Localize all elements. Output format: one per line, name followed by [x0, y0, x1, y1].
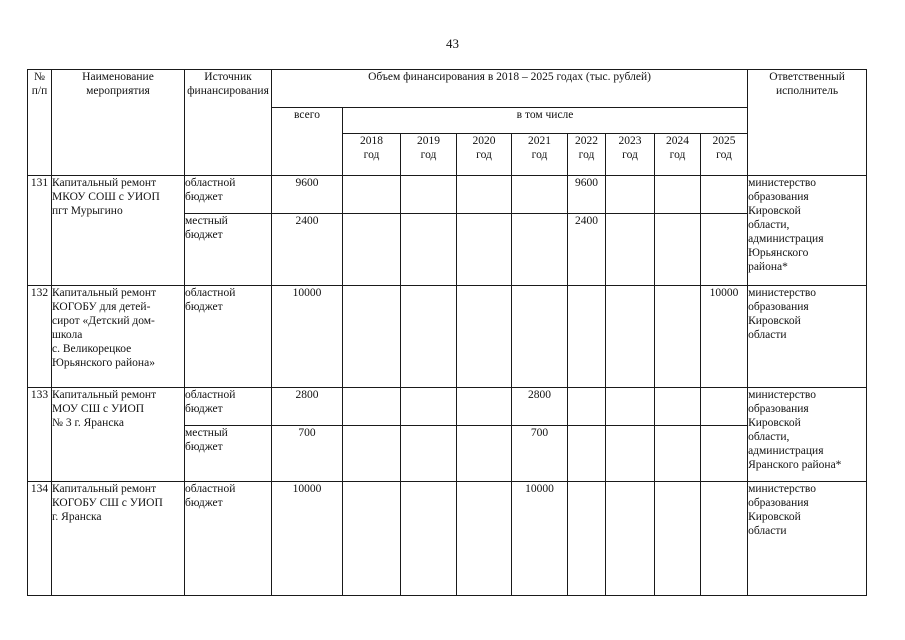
year-unit: год — [622, 149, 638, 161]
funding-source — [185, 176, 272, 214]
funding-source-line: бюджет — [185, 191, 223, 203]
year-value-2021: 2800 — [512, 388, 568, 426]
year-value-2022 — [568, 388, 606, 426]
year-value-2025 — [701, 482, 748, 596]
year-value-2019 — [401, 214, 457, 286]
funding-source-line: областной — [185, 177, 236, 189]
funding-source — [185, 388, 272, 426]
event-name-line: Капитальный ремонт — [52, 389, 157, 401]
year-value-2020 — [457, 482, 512, 596]
responsible-line: Кировской — [748, 315, 801, 327]
year-label: 2020 — [472, 135, 496, 147]
event-name-line: Капитальный ремонт — [52, 287, 157, 299]
header-name: Наименование мероприятия — [52, 70, 185, 176]
year-value-2022 — [568, 286, 606, 388]
page-number: 43 — [446, 36, 459, 51]
year-value-2025 — [701, 388, 748, 426]
event-name-line: МОУ СШ с УИОП — [52, 403, 145, 415]
year-value-2025 — [701, 214, 748, 286]
year-value-2024 — [655, 214, 701, 286]
event-name-line: КОГОБУ для детей- — [52, 301, 151, 313]
year-value-2019 — [401, 482, 457, 596]
header-year-2024 — [655, 134, 701, 176]
year-value-2018 — [343, 214, 401, 286]
year-label: 2022 — [575, 135, 598, 147]
year-unit: год — [578, 149, 595, 161]
total-value: 2400 — [272, 214, 343, 286]
year-value-2021: 10000 — [512, 482, 568, 596]
responsible-line: министерство — [748, 177, 817, 189]
responsible-line: образования — [748, 403, 809, 415]
year-unit: год — [531, 149, 548, 161]
total-value: 10000 — [272, 286, 343, 388]
year-unit: год — [363, 149, 380, 161]
year-label: 2025 — [712, 135, 736, 147]
funding-source-line: областной — [185, 389, 236, 401]
year-value-2023 — [606, 176, 655, 214]
event-name-line: школа — [52, 329, 83, 341]
responsible-executor — [748, 286, 867, 388]
funding-source-line: местный — [185, 427, 228, 439]
total-value: 10000 — [272, 482, 343, 596]
funding-source-line: бюджет — [185, 403, 223, 415]
year-value-2019 — [401, 426, 457, 482]
year-value-2018 — [343, 426, 401, 482]
year-value-2025 — [701, 426, 748, 482]
funding-source-line: бюджет — [185, 497, 223, 509]
total-value: 700 — [272, 426, 343, 482]
event-name-line: № 3 г. Яранска — [52, 417, 124, 429]
responsible-line: министерство — [748, 389, 817, 401]
year-value-2024 — [655, 426, 701, 482]
year-label: 2018 — [360, 135, 383, 147]
responsible-line: Кировской — [748, 417, 801, 429]
year-value-2024 — [655, 388, 701, 426]
financing-table — [27, 69, 867, 596]
event-name-line: с. Великорецкое — [52, 343, 132, 355]
responsible-line: министерство — [748, 287, 817, 299]
responsible-line: области, — [748, 431, 790, 443]
header-year-2018 — [343, 134, 401, 176]
row-number: 131 — [28, 176, 52, 286]
header-year-2022 — [568, 134, 606, 176]
year-value-2024 — [655, 482, 701, 596]
year-value-2023 — [606, 426, 655, 482]
header-total: всего — [272, 108, 343, 176]
total-value: 2800 — [272, 388, 343, 426]
event-name-line: Юрьянского района» — [52, 357, 155, 369]
funding-source — [185, 214, 272, 286]
year-label: 2019 — [417, 135, 440, 147]
year-value-2018 — [343, 286, 401, 388]
funding-source-line: бюджет — [185, 229, 223, 241]
year-value-2020 — [457, 388, 512, 426]
responsible-line: области, — [748, 219, 790, 231]
year-value-2021 — [512, 286, 568, 388]
responsible-executor — [748, 176, 867, 286]
event-name — [52, 482, 185, 596]
header-including: в том числе — [343, 108, 748, 134]
year-value-2022: 9600 — [568, 176, 606, 214]
header-source: Источник финансирования — [185, 70, 272, 176]
table-row — [28, 176, 867, 214]
year-value-2024 — [655, 286, 701, 388]
year-value-2020 — [457, 426, 512, 482]
event-name-line: МКОУ СОШ с УИОП — [52, 191, 160, 203]
year-value-2019 — [401, 176, 457, 214]
year-value-2021 — [512, 214, 568, 286]
year-value-2022 — [568, 426, 606, 482]
responsible-line: администрация — [748, 445, 824, 457]
year-value-2024 — [655, 176, 701, 214]
year-value-2020 — [457, 286, 512, 388]
event-name — [52, 388, 185, 482]
responsible-line: образования — [748, 497, 809, 509]
year-value-2018 — [343, 388, 401, 426]
event-name-line: КОГОБУ СШ с УИОП — [52, 497, 163, 509]
table-row — [28, 482, 867, 596]
total-value: 9600 — [272, 176, 343, 214]
responsible-line: Яранского района* — [748, 459, 842, 471]
year-value-2020 — [457, 214, 512, 286]
header-responsible: Ответственный исполнитель — [748, 70, 867, 176]
header-year-2021 — [512, 134, 568, 176]
year-value-2021: 700 — [512, 426, 568, 482]
year-value-2020 — [457, 176, 512, 214]
funding-source-line: областной — [185, 287, 236, 299]
year-value-2022 — [568, 482, 606, 596]
event-name-line: сирот «Детский дом- — [52, 315, 155, 327]
event-name-line: пгт Мурыгино — [52, 205, 123, 217]
responsible-line: Кировской — [748, 511, 801, 523]
header-volume: Объем финансирования в 2018 – 2025 годах (тыс. рублей) — [272, 70, 748, 108]
responsible-line: района* — [748, 261, 788, 273]
funding-source-line: местный — [185, 215, 228, 227]
year-value-2019 — [401, 388, 457, 426]
header-no: № п/п — [28, 70, 52, 176]
year-value-2021 — [512, 176, 568, 214]
responsible-line: администрация — [748, 233, 824, 245]
year-value-2025 — [701, 176, 748, 214]
responsible-line: министерство — [748, 483, 817, 495]
row-number: 132 — [28, 286, 52, 388]
year-value-2019 — [401, 286, 457, 388]
row-number: 134 — [28, 482, 52, 596]
funding-source-line: бюджет — [185, 441, 223, 453]
responsible-executor — [748, 388, 867, 482]
year-unit: год — [420, 149, 437, 161]
header-year-2023 — [606, 134, 655, 176]
funding-source — [185, 426, 272, 482]
responsible-executor — [748, 482, 867, 596]
funding-source-line: бюджет — [185, 301, 223, 313]
responsible-line: образования — [748, 191, 809, 203]
year-value-2018 — [343, 176, 401, 214]
event-name — [52, 176, 185, 286]
year-value-2023 — [606, 482, 655, 596]
row-number: 133 — [28, 388, 52, 482]
funding-source-line: областной — [185, 483, 236, 495]
year-value-2022: 2400 — [568, 214, 606, 286]
year-unit: год — [476, 149, 492, 161]
funding-source — [185, 482, 272, 596]
year-value-2025: 10000 — [701, 286, 748, 388]
responsible-line: области — [748, 329, 787, 341]
year-value-2023 — [606, 388, 655, 426]
year-label: 2023 — [618, 135, 642, 147]
table-row — [28, 286, 867, 388]
year-value-2018 — [343, 482, 401, 596]
event-name-line: г. Яранска — [52, 511, 102, 523]
year-value-2023 — [606, 286, 655, 388]
responsible-line: Кировской — [748, 205, 801, 217]
responsible-line: области — [748, 525, 787, 537]
event-name-line: Капитальный ремонт — [52, 177, 157, 189]
header-year-2020 — [457, 134, 512, 176]
year-unit: год — [669, 149, 686, 161]
responsible-line: образования — [748, 301, 809, 313]
funding-source — [185, 286, 272, 388]
header-year-2019 — [401, 134, 457, 176]
table-row — [28, 388, 867, 426]
event-name — [52, 286, 185, 388]
header-year-2025 — [701, 134, 748, 176]
year-label: 2024 — [666, 135, 689, 147]
year-label: 2021 — [528, 135, 551, 147]
year-value-2023 — [606, 214, 655, 286]
responsible-line: Юрьянского — [748, 247, 809, 259]
event-name-line: Капитальный ремонт — [52, 483, 157, 495]
year-unit: год — [716, 149, 732, 161]
